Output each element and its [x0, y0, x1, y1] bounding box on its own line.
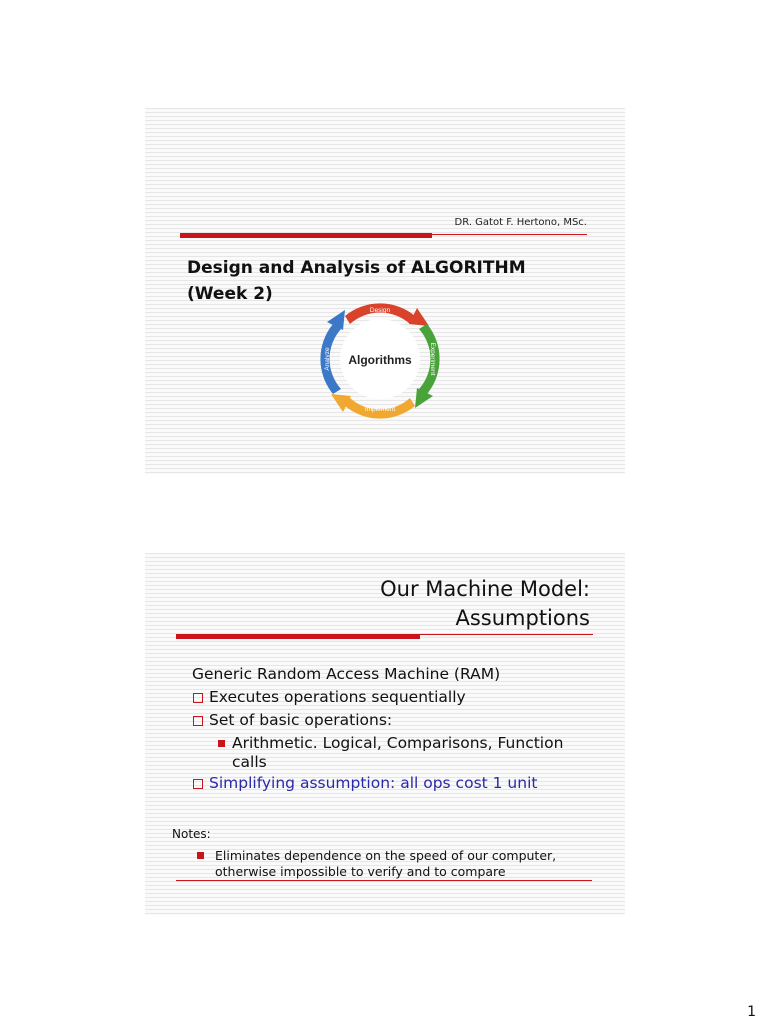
sub-list-item-text: Arithmetic. Logical, Comparisons, Function calls: [232, 734, 564, 771]
title-line-1: Our Machine Model:: [380, 577, 590, 601]
ram-heading: Generic Random Access Machine (RAM): [192, 665, 501, 683]
slide-1: [145, 108, 625, 474]
cycle-label-analyze: Analyze: [324, 347, 331, 371]
filled-square-bullet-icon: [197, 852, 204, 859]
filled-square-bullet-icon: [218, 740, 225, 747]
hollow-square-bullet-icon: [193, 779, 203, 789]
sub-list-item: [216, 732, 602, 772]
title-rule-thick: [176, 634, 420, 639]
page-number: 1: [747, 1004, 756, 1020]
highlight-text: Simplifying assumption: all ops cost 1 unit: [209, 774, 538, 792]
list-item-text: Set of basic operations:: [209, 711, 393, 729]
slide-2: [145, 553, 625, 915]
hollow-square-bullet-icon: [193, 716, 203, 726]
cycle-label-design: Design: [369, 307, 391, 314]
list-item-text: Executes operations sequentially: [209, 688, 466, 706]
note-text: Eliminates dependence on the speed of our computer, otherwise impossible to verify and to compare: [215, 848, 557, 879]
header-rule-thin: [432, 234, 587, 235]
title-line-1: Design and Analysis of ALGORITHM: [187, 258, 526, 278]
hollow-square-bullet-icon: [193, 693, 203, 703]
slide-2-body: [192, 663, 602, 795]
list-item: [192, 686, 602, 709]
header-rule-thick: [180, 233, 432, 238]
list-item: [192, 709, 602, 732]
title-line-2: Assumptions: [455, 606, 590, 630]
notes-rule: [176, 880, 592, 881]
note-item: [195, 848, 595, 880]
title-rule-thin: [420, 634, 593, 635]
cycle-label-experiment: Experiment: [429, 342, 436, 376]
author-name: DR. Gatot F. Hertono, MSc.: [454, 217, 587, 228]
cycle-label-implement: Implement: [364, 406, 396, 413]
cycle-center-label: Algorithms: [348, 353, 412, 367]
slide-2-title: [380, 575, 590, 633]
notes-body: [195, 848, 595, 880]
title-line-2: (Week 2): [187, 284, 273, 304]
notes-label: Notes:: [172, 827, 211, 841]
algorithm-cycle-diagram: [315, 294, 445, 424]
list-item-highlight: [192, 772, 602, 795]
